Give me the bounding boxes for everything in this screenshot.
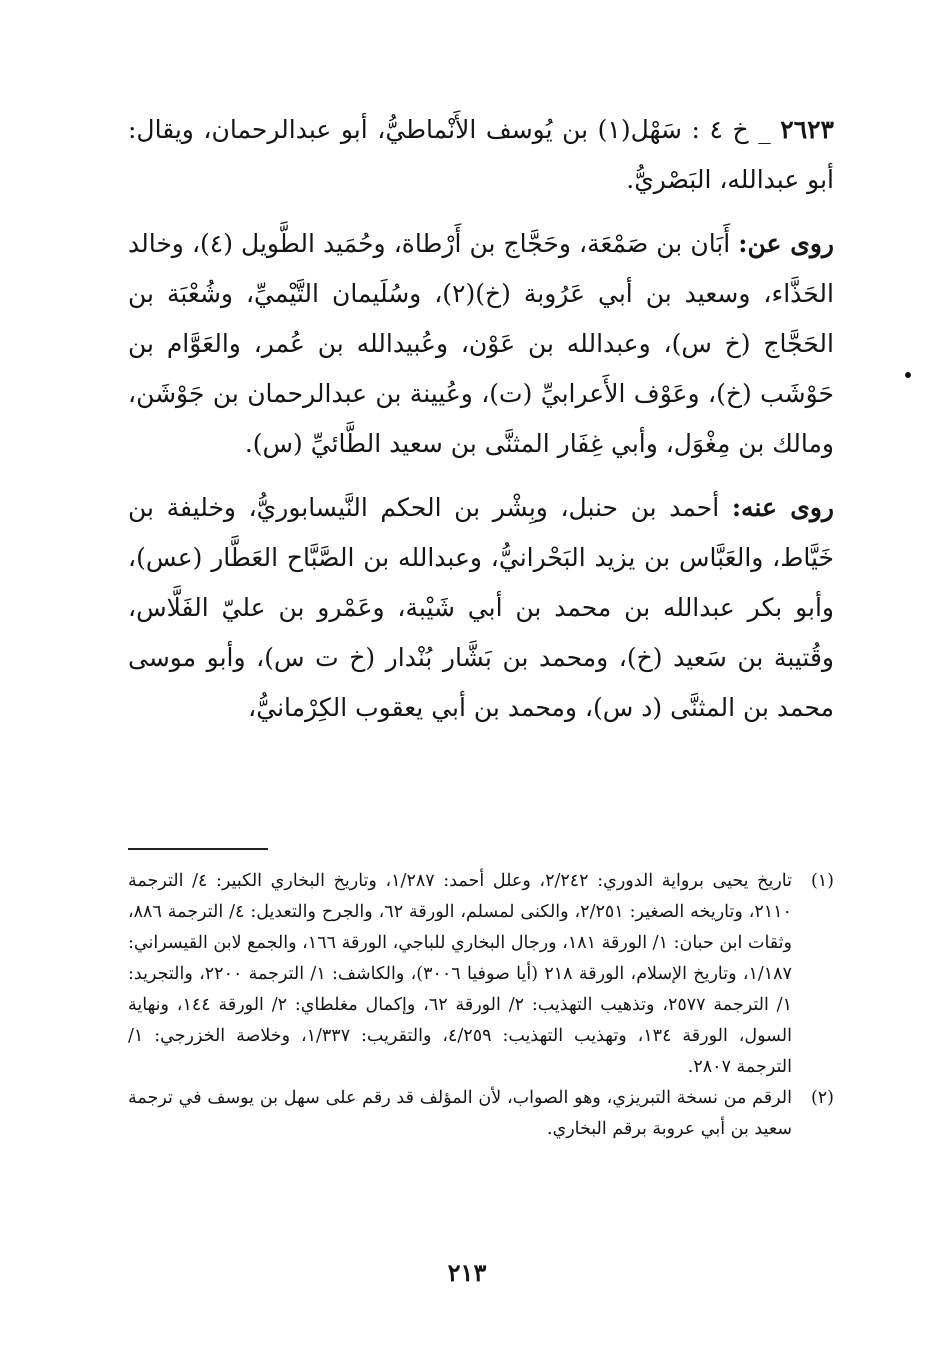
main-text xyxy=(128,105,834,733)
page-number: ٢١٣ xyxy=(447,1258,487,1287)
footnote-text: الرقم من نسخة التبريزي، وهو الصواب، لأن المؤلف قد رقم على سهل بن يوسف في ترجمة سعيد بن أبي عروبة برقم البخاري. xyxy=(128,1088,792,1139)
footnotes xyxy=(128,866,834,1145)
narrated-by-section xyxy=(128,483,834,733)
footnote-item xyxy=(128,866,834,1083)
entry-number: ٢٦٢٣ xyxy=(780,115,834,144)
footnote-text: تاريخ يحيى برواية الدوري: ٢/٢٤٢، وعلل أحمد: ١/٢٨٧، وتاريخ البخاري الكبير: ٤/ الترجمة ٢١١٠، وتاريخه الصغير: ٢/٢٥١، والكنى لمسلم، الورقة ٦٢، والجرح والتعديل: ٤/ الترجمة ٨٨٦، وثقات ابن حبان: ١/ الورقة ١٨١، ورجال البخاري للباجي، الورقة ١٦٦، والجمع لابن القيسراني: ١/١٨٧، وتاريخ الإسلام، الورقة ٢١٨ (أيا صوفيا ٣٠٠٦)، والكاشف: ١/ الترجمة ٢٢٠٠، والتجريد: ١/ الترجمة ٢٥٧٧، وتذهيب التهذيب: ٢/ الورقة ٦٢، وإكمال مغلطاي: ٢/ الورقة ١٤٤، ونهاية السول، الورقة ١٣٤، وتهذيب التهذيب: ٤/٢٥٩، والتقريب: ١/٣٣٧، وخلاصة الخزرجي: ١/ الترجمة ٢٨٠٧. xyxy=(128,871,792,1077)
footnote-marker: (١) xyxy=(810,871,834,891)
narrated-from-label: روى عن: xyxy=(738,229,835,258)
narrated-from-text: أَبَان بن صَمْعَة، وحَجَّاج بن أَرْطاة، وحُمَيد الطَّويل (٤)، وخالد الحَذَّاء، وسعيد بن أبي عَرُوبة (خ)(٢)، وسُلَيمان التَّيْميِّ، وشُعْبَة بن الحَجَّاج (خ س)، وعبدالله بن عَوْن، وعُبيدالله بن عُمر، والعَوَّام بن حَوْشَب (خ)، وعَوْف الأَعرابيِّ (ت)، وعُيينة بن عبدالرحمان بن جَوْشَن، ومالك بن مِغْوَل، وأبي غِفَار المثنَّى بن سعيد الطَّائيِّ (س). xyxy=(128,229,834,458)
footnote-separator xyxy=(128,848,834,850)
entry-biography xyxy=(128,105,834,205)
narrated-by-label: روى عنه: xyxy=(731,493,835,522)
margin-dot xyxy=(905,372,911,378)
footnote-marker: (٢) xyxy=(810,1088,834,1108)
footnote-rule xyxy=(128,848,268,850)
entry-heading: _ خ ٤ : سَهْل(١) بن يُوسف الأَنْماطيُّ، أبو عبدالرحمان، ويقال: أبو عبدالله، البَصْريُّ. xyxy=(128,115,834,194)
narrated-by-text: أحمد بن حنبل، وبِشْر بن الحكم النَّيسابوريُّ، وخليفة بن خَيَّاط، والعَبَّاس بن يزيد البَحْرانيُّ، وعبدالله بن الصَّبَّاح العَطَّار (عس)، وأبو بكر عبدالله بن محمد بن أبي شَيْبة، وعَمْرو بن عليّ الفَلَّاس، وقُتيبة بن سَعيد (خ)، ومحمد بن بَشَّار بُنْدار (خ ت س)، وأبو موسى محمد بن المثنَّى (د س)، ومحمد بن أبي يعقوب الكِرْمانيُّ، xyxy=(128,493,834,722)
narrated-from-section xyxy=(128,219,834,469)
footnote-item xyxy=(128,1083,834,1145)
